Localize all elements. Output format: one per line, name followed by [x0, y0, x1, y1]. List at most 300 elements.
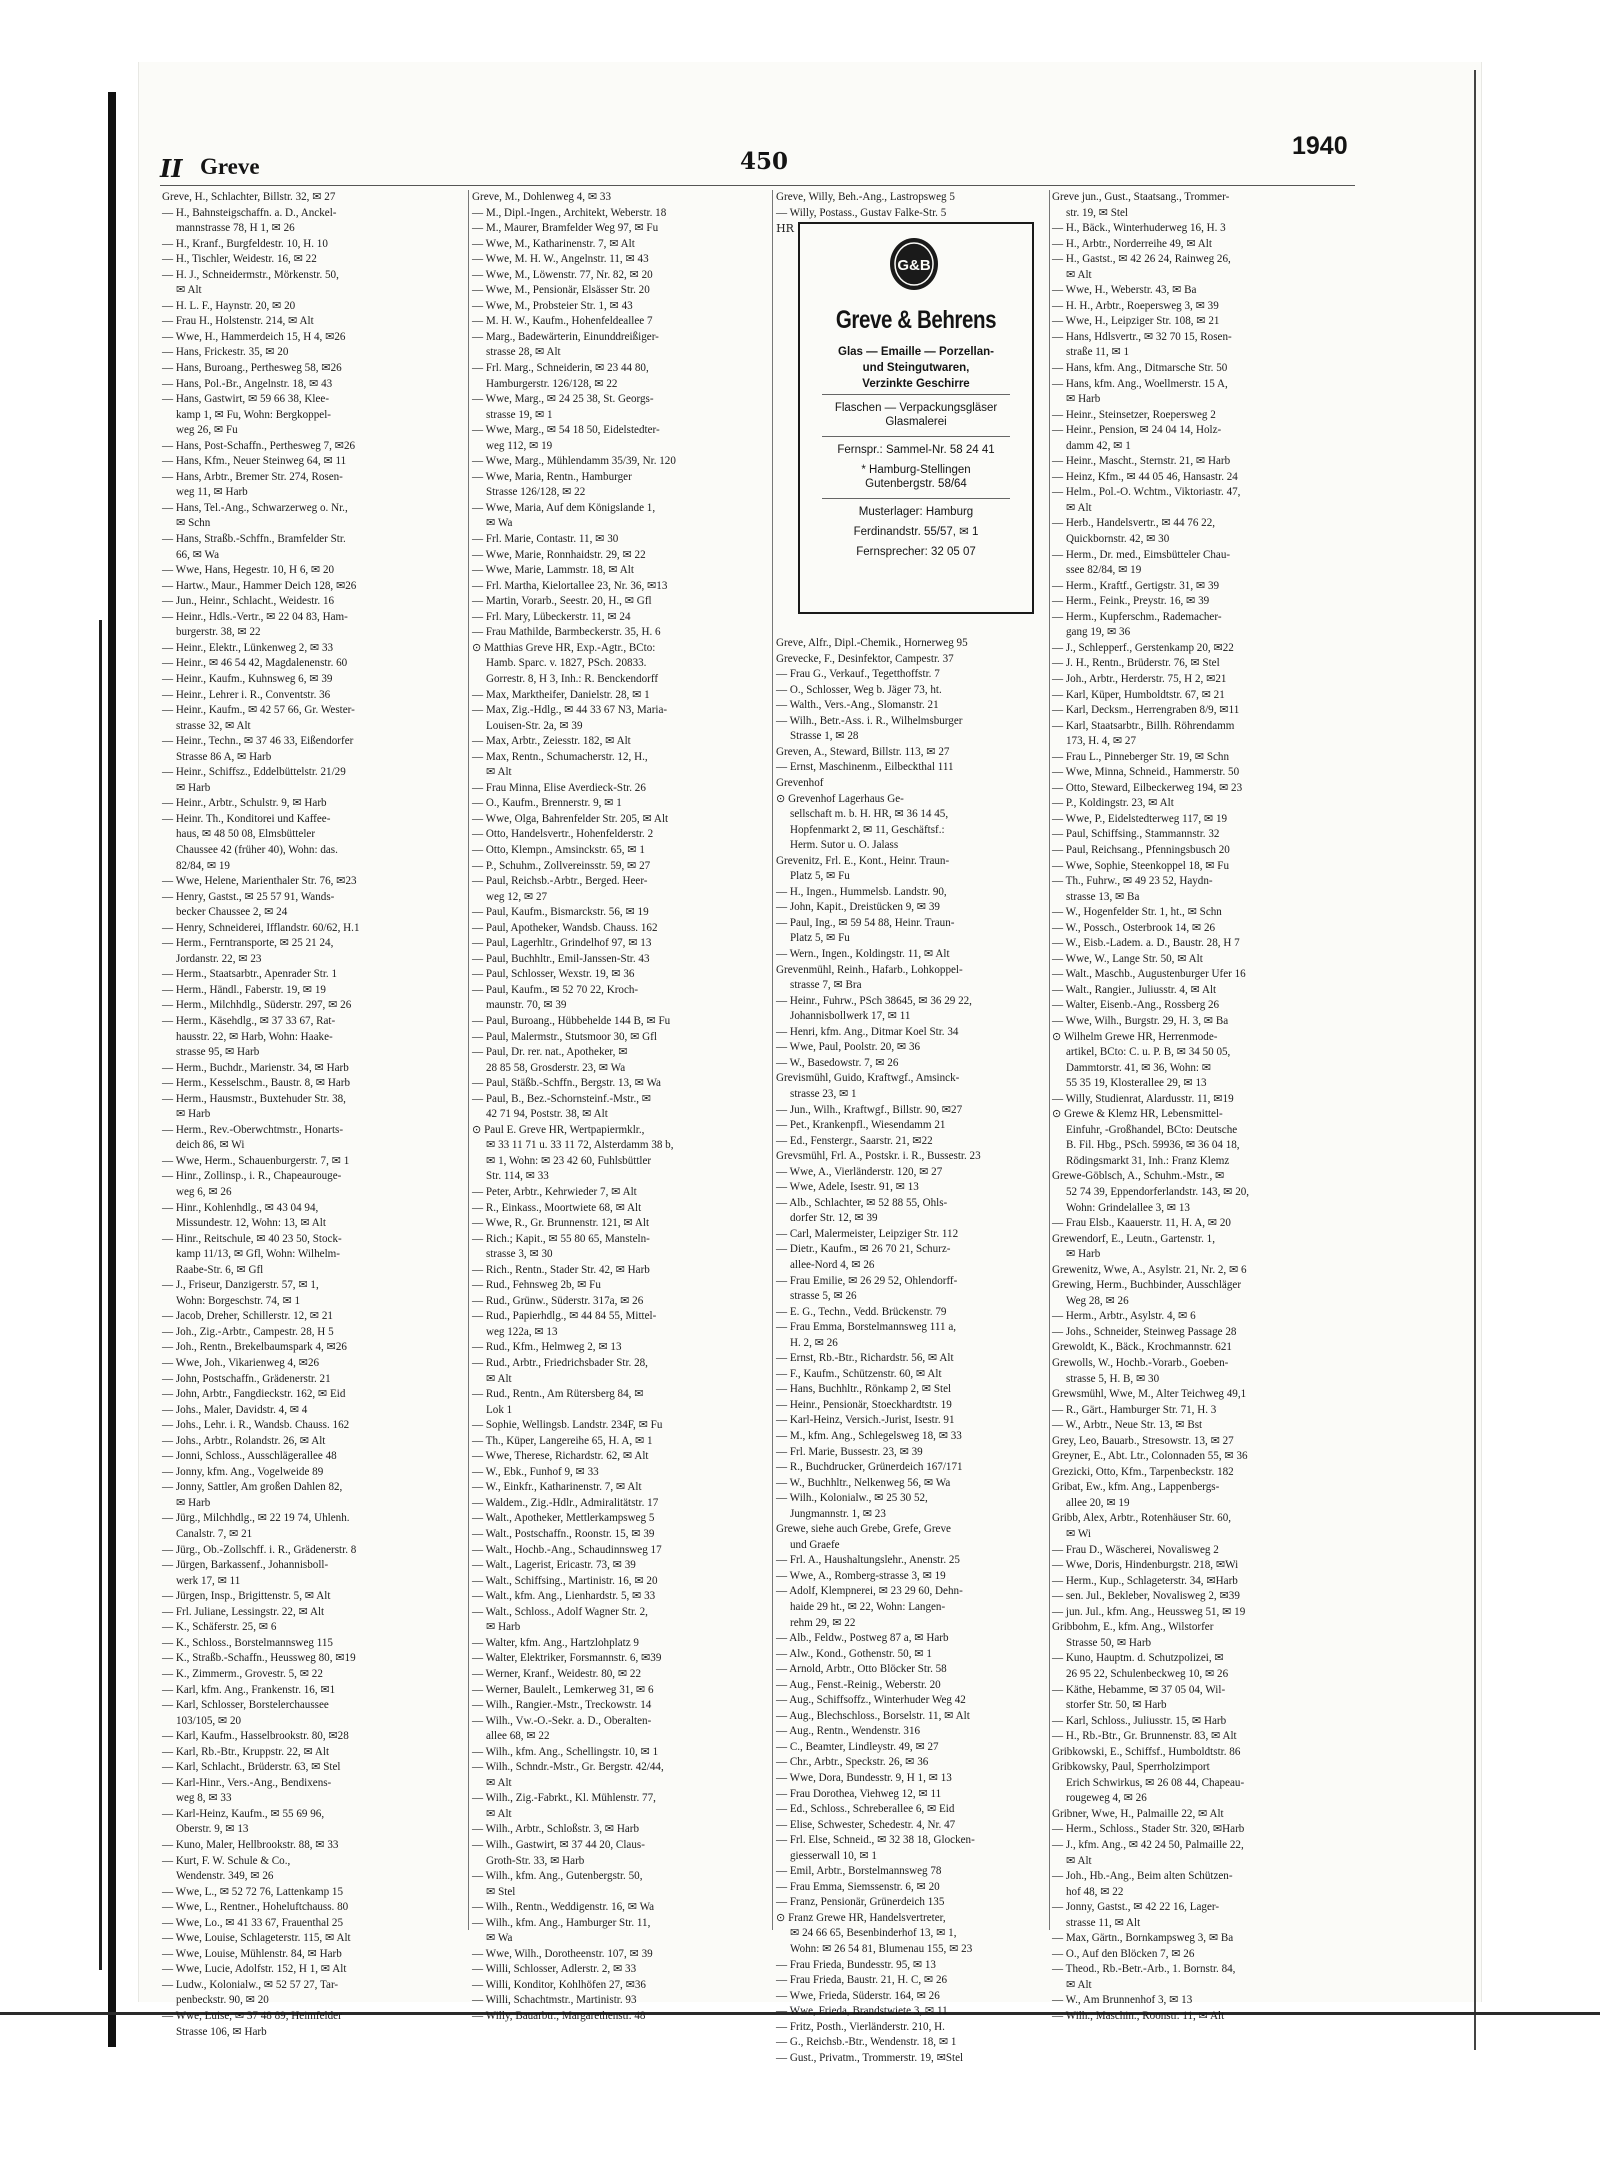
directory-entry-line: — Alw., Kond., Gothenstr. 50, ✉ 1 — [776, 1647, 932, 1660]
directory-entry-line: — Wwe, Marie, Lammstr. 18, ✉ Alt — [472, 564, 634, 577]
directory-entry-line: — Frau G., Verkauf., Tegetthoffstr. 7 — [776, 668, 940, 681]
directory-entry-line: strasse 95, ✉ Harb — [176, 1046, 260, 1059]
directory-entry-line: — Karl, Rb.-Btr., Kruppstr. 22, ✉ Alt — [162, 1745, 330, 1758]
directory-entry-line: — Wwe, R., Gr. Brunnenstr. 121, ✉ Alt — [472, 1217, 650, 1230]
directory-entry-line: — Herm., Milchhdlg., Süderstr. 297, ✉ 26 — [162, 999, 352, 1012]
directory-entry-line: Weg 28, ✉ 26 — [1066, 1294, 1129, 1307]
directory-entry-line: — Willy, Studienrat, Alardusstr. 11, ✉19 — [1052, 1092, 1234, 1105]
directory-entry-line: — Paul, Buroang., Hübbehelde 144 B, ✉ Fu — [472, 1014, 671, 1027]
directory-entry-line: — Pet., Krankenpfl., Wiesendamm 21 — [776, 1119, 946, 1132]
advert-line: Glasmalerei — [885, 416, 947, 428]
directory-entry-line: kamp 1, ✉ Fu, Wohn: Bergkoppel- — [176, 408, 331, 421]
advert-line: * Hamburg-Stellingen — [861, 464, 971, 476]
directory-entry-line: — Ed., Schloss., Schreberallee 6, ✉ Eid — [776, 1803, 955, 1816]
directory-entry-line: — Henry, Schneiderei, Ifflandstr. 60/62, H.1 — [162, 921, 360, 934]
directory-entry-line: — Heinr., ✉ 46 54 42, Magdalenenstr. 60 — [162, 657, 348, 670]
binding-rule-inner — [99, 620, 102, 1970]
directory-entry-line: — Otto, Steward, Eilbeckerweg 194, ✉ 23 — [1052, 781, 1243, 794]
directory-entry-line: — M., kfm. Ang., Schlegelsweg 18, ✉ 33 — [776, 1429, 962, 1442]
directory-entry-line: — Walt., kfm. Ang., Lienhardstr. 5, ✉ 33 — [472, 1590, 656, 1603]
directory-entry-line: — Heinr., Pension, ✉ 24 04 14, Holz- — [1052, 424, 1222, 437]
directory-entry-line: — Johs., Schneider, Steinweg Passage 28 — [1052, 1325, 1237, 1338]
advert-firm-name: Greve & Behrens — [835, 306, 997, 334]
directory-entry-line: — Heinr., Fuhrw., PSch 38645, ✉ 36 29 22, — [776, 994, 972, 1007]
directory-entry-line: — F., Kaufm., Schützenstr. 60, ✉ Alt — [776, 1367, 942, 1380]
directory-entry-line: — J. H., Rentn., Brüderstr. 76, ✉ Stel — [1052, 657, 1220, 670]
directory-entry-line: — Aug., Schiffsoffz., Winterhuder Weg 42 — [776, 1694, 966, 1707]
directory-entry-line: — Willy, Postass., Gustav Falke-Str. 5 — [776, 206, 947, 219]
directory-entry-line: — Wilh., kfm. Ang., Schellingstr. 10, ✉ 1 — [472, 1745, 659, 1758]
binding-rule — [108, 92, 116, 2047]
directory-entry-line: strasse 32, ✉ Alt — [176, 719, 251, 732]
directory-entry-line: 55 35 19, Klosterallee 29, ✉ 13 — [1066, 1077, 1207, 1090]
directory-entry-line: weg 6, ✉ 26 — [176, 1186, 232, 1198]
directory-entry-line: — Heinz, Kfm., ✉ 44 05 46, Hansastr. 24 — [1052, 470, 1238, 483]
directory-entry-line: — Rud., Kfm., Helmweg 2, ✉ 13 — [472, 1341, 622, 1354]
directory-entry-line: — Kurt, F. W. Schule & Co., — [162, 1854, 291, 1867]
directory-entry-line: — Frau Mathilde, Barmbeckerstr. 35, H. 6 — [472, 626, 661, 639]
directory-entry-line: — Frau Emma, Siemssenstr. 6, ✉ 20 — [776, 1880, 940, 1893]
directory-entry-line: — Max, Rentn., Schumacherstr. 12, H., — [472, 750, 648, 763]
directory-entry-line: Hamb. Sparc. v. 1827, PSch. 20833. — [486, 657, 647, 670]
directory-entry-line: — P., Koldingstr. 23, ✉ Alt — [1052, 797, 1174, 810]
directory-entry-line: Strasse 86 A, ✉ Harb — [176, 750, 272, 763]
directory-entry-line: — Th., Küper, Langereihe 65, H. A, ✉ 1 — [472, 1434, 653, 1447]
directory-entry-line: — Wwe, Wilh., Dorotheenstr. 107, ✉ 39 — [472, 1947, 653, 1960]
directory-entry-line: strasse 3, ✉ 30 — [486, 1248, 553, 1261]
directory-entry-line: — Willi, Schlosser, Adlerstr. 2, ✉ 33 — [472, 1963, 637, 1976]
directory-entry-line: — Hartw., Maur., Hammer Deich 128, ✉26 — [162, 579, 357, 592]
directory-entry-line: — Jonni, Schloss., Ausschlägerallee 48 — [162, 1450, 337, 1463]
directory-entry-line: — Walt., Postschaffn., Roonstr. 15, ✉ 39 — [472, 1528, 655, 1541]
directory-entry-line: Grewenitz, Wwe, A., Asylstr. 21, Nr. 2, ✉ 6 — [1052, 1263, 1247, 1276]
directory-entry-line: — Walter, kfm. Ang., Hartzlohplatz 9 — [472, 1636, 639, 1649]
directory-entry-line: — Walt., Schloss., Adolf Wagner Str. 2, — [472, 1605, 648, 1618]
directory-entry-line: — Wwe, L., Rentner., Hoheluftchauss. 80 — [162, 1901, 349, 1914]
directory-entry-line: allee 68, ✉ 22 — [486, 1730, 550, 1743]
directory-entry-line: strasse 28, ✉ Alt — [486, 346, 561, 359]
directory-entry-line: becker Chaussee 2, ✉ 24 — [176, 906, 288, 919]
directory-entry-line: — Wwe, Paul, Poolstr. 20, ✉ 36 — [776, 1041, 921, 1054]
directory-entry-line: Hopfenmarkt 2, ✉ 11, Geschäftsf.: — [790, 823, 945, 836]
directory-entry-line: 103/105, ✉ 20 — [176, 1714, 242, 1727]
directory-entry-line: Raabe-Str. 6, ✉ Gfl — [176, 1263, 264, 1276]
directory-entry-line: — Wwe, Frieda, Süderstr. 164, ✉ 26 — [776, 1989, 940, 2002]
directory-entry-line: — H., Tischler, Weidestr. 16, ✉ 22 — [162, 253, 317, 266]
directory-entry-line: — Johs., Lehr. i. R., Wandsb. Chauss. 162 — [162, 1419, 350, 1432]
directory-entry-line: Grevsmühl, Frl. A., Postskr. i. R., Bussestr. 23 — [776, 1150, 981, 1163]
directory-entry-line: — Karl, Kaufm., Hasselbrookstr. 80, ✉28 — [162, 1730, 349, 1743]
directory-entry-line: 28 85 58, Grosderstr. 23, ✉ Wa — [486, 1061, 626, 1074]
directory-entry-line: — Frau Frieda, Bundesstr. 95, ✉ 13 — [776, 1958, 936, 1971]
directory-entry-line: — Jun., Heinr., Schlacht., Weidestr. 16 — [162, 595, 335, 608]
directory-entry-line: — Henri, kfm. Ang., Ditmar Koel Str. 34 — [776, 1025, 959, 1038]
directory-entry-line: — K., Schloss., Borstelmannsweg 115 — [162, 1636, 333, 1649]
directory-entry-line: ✉ Alt — [1066, 501, 1092, 514]
directory-entry-line: Dammtorstr. 41, ✉ 36, Wohn: ✉ — [1066, 1061, 1212, 1074]
directory-entry-line: — Emil, Arbtr., Borstelmannsweg 78 — [776, 1865, 942, 1878]
directory-entry-line: weg 8, ✉ 33 — [176, 1792, 232, 1805]
directory-entry-line: ✉ Harb — [176, 1496, 211, 1509]
directory-entry-line: Wohn: Borgeschstr. 74, ✉ 1 — [176, 1294, 301, 1307]
directory-entry-line: — sen. Jul., Bekleber, Novalisweg 2, ✉39 — [1052, 1590, 1240, 1603]
directory-column-1 — [162, 190, 464, 2038]
directory-entry-line: — Wwe, Louise, Schlageterstr. 115, ✉ Alt — [162, 1932, 351, 1945]
directory-entry-line: Wohn: Grindelallee 3, ✉ 13 — [1066, 1201, 1190, 1214]
directory-entry-line: haide 29 ht., ✉ 22, Wohn: Langen- — [790, 1601, 946, 1613]
directory-entry-line: — Karl, Schloss., Juliusstr. 15, ✉ Harb — [1052, 1714, 1227, 1727]
directory-entry-line: — Herm., Dr. med., Eimsbütteler Chau- — [1052, 548, 1231, 561]
directory-entry-line: — Alb., Feldw., Postweg 87 a, ✉ Harb — [776, 1632, 949, 1645]
directory-entry-line: — Hans, Straßb.-Schffn., Bramfelder Str. — [162, 533, 346, 546]
directory-entry-line: — Dietr., Kaufm., ✉ 26 70 21, Schurz- — [776, 1243, 951, 1256]
directory-entry-line: — Frl. Martha, Kielortallee 23, Nr. 36, ✉13 — [472, 579, 668, 592]
directory-entry-line: ✉ Wa — [486, 517, 513, 530]
directory-entry-line: — Wwe, Louise, Mühlenstr. 84, ✉ Harb — [162, 1947, 342, 1960]
directory-entry-line: — Max, Gärtn., Bornkampsweg 3, ✉ Ba — [1052, 1932, 1234, 1945]
directory-entry-line: — Karl, Schlacht., Brüderstr. 63, ✉ Stel — [162, 1761, 341, 1774]
directory-entry-line: — Carl, Malermeister, Leipziger Str. 112 — [776, 1227, 959, 1240]
directory-entry-line: — Paul, Kaufm., Bismarckstr. 56, ✉ 19 — [472, 906, 649, 919]
directory-entry-line: — Wwe, M., Probsteier Str. 1, ✉ 43 — [472, 299, 633, 312]
directory-entry-line: deich 86, ✉ Wi — [176, 1139, 245, 1152]
directory-entry-line: — Paul, Malermstr., Stutsmoor 30, ✉ Gfl — [472, 1030, 657, 1043]
directory-entry-line: Wohn: ✉ 26 54 81, Blumenau 155, ✉ 23 — [790, 1943, 973, 1956]
directory-entry-line: — Rud., Fehnsweg 2b, ✉ Fu — [472, 1279, 601, 1292]
directory-entry-line: — Kuno, Maler, Hellbrookstr. 88, ✉ 33 — [162, 1838, 339, 1851]
directory-entry-line: — Johs., Arbtr., Rolandstr. 26, ✉ Alt — [162, 1434, 326, 1447]
directory-entry-line: — Hans, Pol.-Br., Angelnstr. 18, ✉ 43 — [162, 377, 333, 390]
directory-entry-line: ✉ Alt — [486, 1372, 512, 1385]
directory-entry-line: Canalstr. 7, ✉ 21 — [176, 1528, 253, 1541]
logo-letters: G&B — [897, 257, 931, 274]
directory-entry-line: — Werner, Kranf., Weidestr. 80, ✉ 22 — [472, 1667, 642, 1680]
directory-entry-line: Greve, M., Dohlenweg 4, ✉ 33 — [472, 191, 612, 203]
directory-entry-line: Oberstr. 9, ✉ 13 — [176, 1823, 249, 1836]
directory-entry-line: Grewe-Göblsch, A., Schuhm.-Mstr., ✉ — [1052, 1170, 1225, 1183]
directory-entry-line: ⊙ Wilhelm Grewe HR, Herrenmode- — [1052, 1030, 1218, 1043]
directory-entry-line: 66, ✉ Wa — [176, 548, 220, 561]
directory-entry-line: — Aug., Rentn., Wendenstr. 316 — [776, 1725, 921, 1738]
directory-entry-line: — W., Buchhltr., Nelkenweg 56, ✉ Wa — [776, 1476, 951, 1489]
directory-entry-line: ✉ Alt — [1066, 1978, 1092, 1991]
directory-entry-line: strasse 5, ✉ 26 — [790, 1290, 857, 1303]
directory-entry-line: — Wwe, Hans, Hegestr. 10, H 6, ✉ 20 — [162, 564, 335, 577]
directory-entry-line: — H. L. F., Haynstr. 20, ✉ 20 — [162, 299, 296, 312]
directory-entry-line: strasse 11, ✉ Alt — [1066, 1916, 1141, 1929]
directory-entry-line: — Frau Dorothea, Viehweg 12, ✉ 11 — [776, 1787, 942, 1800]
directory-entry-line: Greve, H., Schlachter, Billstr. 32, ✉ 27 — [162, 191, 336, 203]
directory-entry-line: — Walth., Vers.-Ang., Slomanstr. 21 — [776, 699, 939, 712]
directory-entry-line: 42 71 94, Poststr. 38, ✉ Alt — [486, 1108, 608, 1121]
directory-entry-line: — Wwe, Joh., Vikarienweg 4, ✉26 — [162, 1357, 320, 1370]
directory-entry-line: ✉ Stel — [486, 1885, 516, 1898]
directory-entry-line: 173, H. 4, ✉ 27 — [1066, 735, 1137, 748]
directory-entry-line: — Herm., Ferntransporte, ✉ 25 21 24, — [162, 937, 334, 950]
directory-entry-line: Chaussee 42 (früher 40), Wohn: das. — [176, 843, 338, 856]
directory-entry-line: — Herm., Kesselschm., Baustr. 8, ✉ Harb — [162, 1077, 350, 1090]
directory-entry-line: — Joh., Arbtr., Herderstr. 75, H 2, ✉21 — [1052, 672, 1227, 685]
gb-logo-icon — [888, 236, 940, 292]
directory-entry-line: — M. H. W., Kaufm., Hohenfeldeallee 7 — [472, 315, 653, 328]
directory-entry-line: — Heinr., Techn., ✉ 37 46 33, Eißendorfer — [162, 735, 354, 748]
directory-entry-line: — Herm., Buchdr., Marienstr. 34, ✉ Harb — [162, 1061, 349, 1074]
directory-entry-line: — Heinr., Kaufm., Kuhnsweg 6, ✉ 39 — [162, 672, 333, 685]
directory-entry-line: — Wwe, Maria, Auf dem Königslande 1, — [472, 501, 656, 514]
directory-entry-line: — P., Schuhm., Zollvereinsstr. 59, ✉ 27 — [472, 859, 651, 872]
directory-entry-line: Grezicki, Otto, Kfm., Tarpenbeckstr. 182 — [1052, 1465, 1234, 1478]
directory-column-4 — [1052, 190, 1357, 2022]
directory-entry-line: — Karl-Heinz, Versich.-Jurist, Isestr. 91 — [776, 1414, 955, 1427]
directory-entry-line: — Herm., Feink., Preystr. 16, ✉ 39 — [1052, 595, 1210, 608]
directory-entry-line: — Herm., Händl., Faberstr. 19, ✉ 19 — [162, 983, 326, 996]
directory-entry-line: ✉ Wi — [1066, 1528, 1091, 1541]
directory-entry-line: mannstrasse 78, H 1, ✉ 26 — [176, 222, 295, 235]
directory-entry-line: — Heinr., Mascht., Sternstr. 21, ✉ Harb — [1052, 455, 1231, 468]
directory-entry-line: strasse 13, ✉ Ba — [1066, 890, 1140, 903]
directory-entry-line: — Arnold, Arbtr., Otto Blöcker Str. 58 — [776, 1663, 947, 1676]
directory-entry-line: — W., Eisb.-Ladem. a. D., Baustr. 28, H 7 — [1052, 937, 1240, 950]
directory-entry-line: — Wwe, M. H. W., Angelnstr. 11, ✉ 43 — [472, 253, 649, 266]
directory-entry-line: Grewsmühl, Wwe, M., Alter Teichweg 49,1 — [1052, 1388, 1247, 1401]
directory-entry-line: — Max, Arbtr., Zeiesstr. 182, ✉ Alt — [472, 735, 631, 748]
directory-entry-line: ⊙ Grewe & Klemz HR, Lebensmittel- — [1052, 1108, 1223, 1121]
directory-entry-line: Platz 5, ✉ Fu — [790, 932, 850, 945]
directory-entry-line: — Otto, Klempn., Amsinckstr. 65, ✉ 1 — [472, 843, 645, 856]
directory-entry-line: rougeweg 4, ✉ 26 — [1066, 1792, 1147, 1805]
directory-entry-line: — Herm., Schloss., Stader Str. 320, ✉Harb — [1052, 1823, 1245, 1836]
directory-entry-line: — R., Gärt., Hamburger Str. 71, H. 3 — [1052, 1403, 1217, 1416]
directory-entry-line: — Karl-Heinz, Kaufm., ✉ 55 69 96, — [162, 1807, 325, 1820]
directory-entry-line: — Wilh., Schndr.-Mstr., Gr. Bergstr. 42/44, — [472, 1761, 664, 1774]
directory-entry-line: — John, Arbtr., Fangdieckstr. 162, ✉ Eid — [162, 1388, 346, 1401]
directory-entry-line: — Hans, Kfm., Neuer Steinweg 64, ✉ 11 — [162, 455, 347, 468]
directory-entry-line: — Paul, Reichsb.-Arbtr., Berged. Heer- — [472, 875, 648, 888]
directory-entry-line: str. 19, ✉ Stel — [1066, 206, 1128, 219]
directory-entry-line: Grewendorf, E., Leutn., Gartenstr. 1, — [1052, 1232, 1215, 1245]
directory-entry-line: — Alb., Schlachter, ✉ 52 88 55, Ohls- — [776, 1196, 948, 1209]
advert-line: Musterlager: Hamburg — [858, 506, 974, 518]
directory-entry-line: — Heinr., Arbtr., Schulstr. 9, ✉ Harb — [162, 797, 327, 810]
directory-entry-line: Strasse 1, ✉ 28 — [790, 730, 859, 743]
page-header — [160, 132, 1360, 188]
directory-entry-line: — Ludw., Kolonialw., ✉ 52 57 27, Tar- — [162, 1978, 339, 1991]
directory-entry-line: ✉ Harb — [176, 781, 211, 794]
directory-entry-line: — Ernst, Rb.-Btr., Richardstr. 56, ✉ Alt — [776, 1352, 954, 1365]
directory-entry-line: ⊙ Paul E. Greve HR, Wertpapiermklr., — [472, 1123, 645, 1136]
directory-entry-line: Grevismühl, Guido, Kraftwgf., Amsinck- — [776, 1072, 960, 1085]
directory-entry-line: — Jürgen, Insp., Brigittenstr. 5, ✉ Alt — [162, 1590, 331, 1603]
directory-entry-line: — Wwe, Marie, Ronnhaidstr. 29, ✉ 22 — [472, 548, 646, 561]
directory-entry-line: — Aug., Fenst.-Reinig., Weberstr. 20 — [776, 1678, 941, 1691]
directory-entry-line: — Wilh., Betr.-Ass. i. R., Wilhelmsburger — [776, 714, 963, 727]
directory-entry-line: storfer Str. 50, ✉ Harb — [1066, 1699, 1167, 1712]
advert-rule — [822, 394, 1010, 395]
directory-entry-line: ✉ Alt — [1066, 268, 1092, 281]
directory-entry-line: rehm 29, ✉ 22 — [790, 1616, 856, 1629]
directory-entry-line: — Wwe, A., Vierländerstr. 120, ✉ 27 — [776, 1165, 943, 1178]
page-number: 450 — [740, 148, 789, 175]
advert-line: Fernspr.: Sammel-Nr. 58 24 41 — [837, 444, 995, 456]
directory-entry-line: — K., Straßb.-Schaffn., Heussweg 80, ✉19 — [162, 1652, 356, 1665]
directory-entry-line: — Frl. Else, Schneid., ✉ 32 38 18, Glocken- — [776, 1834, 975, 1847]
advert-line: Glas — Emaille — Porzellan- — [838, 346, 994, 358]
directory-entry-line: — Karl, Staatsarbtr., Billh. Röhrendamm — [1052, 719, 1235, 732]
directory-entry-line: — Heinr., Elektr., Lünkenweg 2, ✉ 33 — [162, 641, 334, 654]
directory-entry-line: ✉ Harb — [1066, 393, 1101, 406]
directory-entry-line: — Hans, Hdlsvertr., ✉ 32 70 15, Rosen- — [1052, 330, 1232, 343]
advert-line: und Steingutwaren, — [862, 362, 970, 374]
directory-entry-line: — Otto, Handelsvertr., Hohenfelderstr. 2 — [472, 828, 654, 841]
directory-entry-line: werk 17, ✉ 11 — [176, 1574, 241, 1587]
film-edge — [0, 0, 1600, 60]
directory-entry-line: ✉ Wa — [486, 1932, 513, 1945]
directory-entry-line: — Wwe, Maria, Rentn., Hamburger — [472, 470, 632, 483]
directory-entry-line: — Wwe, Wilh., Burgstr. 29, H. 3, ✉ Ba — [1052, 1014, 1229, 1027]
directory-entry-line: Einfuhr, -Großhandel, BCto: Deutsche — [1066, 1123, 1238, 1136]
directory-entry-line: — H., Kranf., Burgfeldestr. 10, H. 10 — [162, 237, 328, 250]
directory-entry-line: — Wilh., Vw.-O.-Sekr. a. D., Oberalten- — [472, 1714, 652, 1727]
directory-entry-line: — Ernst, Maschinenm., Eilbeckthal 111 — [776, 761, 954, 774]
directory-entry-line: Missundestr. 12, Wohn: 13, ✉ Alt — [176, 1217, 326, 1230]
directory-entry-line: — Karl, Decksm., Herrengraben 8/9, ✉11 — [1052, 704, 1240, 717]
margin-hr-mark: HR — [776, 222, 794, 235]
directory-entry-line: — Wwe, Herm., Schauenburgerstr. 7, ✉ 1 — [162, 1154, 350, 1167]
directory-entry-line: — Wwe, H., Hammerdeich 15, H 4, ✉26 — [162, 330, 346, 343]
directory-entry-line: Greve, Willy, Beh.-Ang., Lastropsweg 5 — [776, 191, 955, 203]
directory-entry-line: haus, ✉ 48 50 08, Elmsbütteler — [176, 828, 316, 841]
directory-entry-line: — W., Arbtr., Neue Str. 13, ✉ Bst — [1052, 1419, 1203, 1432]
header-rule — [160, 185, 1355, 186]
directory-entry-line: weg 122a, ✉ 13 — [486, 1325, 558, 1338]
advert-rule — [822, 436, 1010, 437]
directory-entry-line: — Rud., Arbtr., Friedrichsbader Str. 28, — [472, 1357, 648, 1370]
directory-entry-line: Jungmannstr. 1, ✉ 23 — [790, 1507, 886, 1520]
directory-entry-line: B. Fil. Hbg., PSch. 59936, ✉ 36 04 18, — [1066, 1139, 1240, 1152]
directory-entry-line: — J., kfm. Ang., ✉ 42 24 50, Palmaille 22, — [1052, 1838, 1244, 1851]
advertisement-greve-behrens — [798, 222, 1034, 614]
directory-entry-line: Hamburgerstr. 126/128, ✉ 22 — [486, 377, 618, 390]
directory-entry-line: — Wilh., kfm. Ang., Hamburger Str. 11, — [472, 1916, 651, 1929]
directory-entry-line: — Hans, Buroang., Perthesweg 58, ✉26 — [162, 362, 342, 375]
directory-entry-line: — Wwe, Therese, Richardstr. 62, ✉ Alt — [472, 1450, 649, 1463]
directory-entry-line: und Graefe — [790, 1538, 840, 1551]
directory-entry-line: — Jürg., Ob.-Zollschff. i. R., Grädenerstr. 8 — [162, 1543, 357, 1556]
directory-entry-line: — Willi, Schachtmstr., Martinistr. 93 — [472, 1994, 637, 2007]
directory-entry-line: — Paul, Schiffsing., Stammannstr. 32 — [1052, 828, 1220, 841]
directory-entry-line: ✉ Alt — [486, 766, 512, 779]
directory-entry-line: — Waldem., Zig.-Hdlr., Admiralitätstr. 17 — [472, 1496, 659, 1509]
directory-entry-line: — Heinr., Schiffsz., Eddelbüttelstr. 21/29 — [162, 766, 346, 779]
directory-entry-line: ✉ Alt — [486, 1807, 512, 1820]
directory-entry-line: — Paul, Kaufm., ✉ 52 70 22, Kroch- — [472, 983, 639, 996]
directory-entry-line: — Wilh., kfm. Ang., Gutenbergstr. 50, — [472, 1870, 643, 1883]
running-head-surname: Greve — [200, 154, 260, 179]
directory-entry-line: — Wilh., Maschin., Roonstr. 11, ✉ Alt — [1052, 2009, 1225, 2022]
directory-entry-line: — Herb., Handelsvertr., ✉ 44 76 22, — [1052, 517, 1216, 530]
directory-entry-line: — Frl. A., Haushaltungslehr., Anenstr. 25 — [776, 1554, 960, 1567]
directory-entry-line: — Wwe, H., Weberstr. 43, ✉ Ba — [1052, 284, 1197, 297]
directory-entry-line: ✉ Harb — [486, 1621, 521, 1634]
directory-entry-line: — M., Dipl.-Ingen., Architekt, Weberstr. 18 — [472, 206, 667, 219]
directory-entry-line: — Aug., Blechschloss., Borselstr. 11, ✉ Alt — [776, 1709, 970, 1722]
directory-entry-line: — Frau Minna, Elise Averdieck-Str. 26 — [472, 781, 646, 794]
directory-entry-line: — H., Arbtr., Norderreihe 49, ✉ Alt — [1052, 237, 1212, 250]
directory-entry-line: — Rich., Rentn., Stader Str. 42, ✉ Harb — [472, 1263, 650, 1276]
directory-entry-line: Groth-Str. 33, ✉ Harb — [486, 1854, 585, 1867]
directory-entry-line: ✉ Alt — [1066, 1854, 1092, 1867]
directory-entry-line: Lok 1 — [486, 1403, 513, 1416]
directory-entry-line: — Willi, Konditor, Kohlhöfen 27, ✉36 — [472, 1978, 646, 1991]
directory-entry-line: — Wilh., Gastwirt, ✉ 37 44 20, Claus- — [472, 1838, 645, 1851]
directory-entry-line: — Herm., Hausmstr., Buxtehuder Str. 38, — [162, 1092, 346, 1105]
directory-entry-line: — Heinr., Kaufm., ✉ 42 57 66, Gr. Wester- — [162, 704, 355, 717]
directory-entry-line: — W., Hogenfelder Str. 1, ht., ✉ Schn — [1052, 906, 1222, 919]
directory-entry-line: — Hans, Tel.-Ang., Schwarzerweg o. Nr., — [162, 501, 348, 514]
directory-entry-line: — Wwe, M., Löwenstr. 77, Nr. 82, ✉ 20 — [472, 268, 653, 281]
directory-entry-line: 26 95 22, Schulenbeckweg 10, ✉ 26 — [1066, 1667, 1229, 1680]
directory-entry-line: — K., Schäferstr. 25, ✉ 6 — [162, 1621, 277, 1634]
directory-entry-line: — H., Rb.-Btr., Gr. Brunnenstr. 83, ✉ Alt — [1052, 1730, 1237, 1743]
directory-entry-line: strasse 19, ✉ 1 — [486, 408, 553, 421]
advert-line: Ferdinandstr. 55/57, ✉ 1 — [853, 526, 979, 538]
directory-entry-line: ✉ Alt — [486, 1776, 512, 1789]
directory-entry-line: — Heinr., Lehrer i. R., Conventstr. 36 — [162, 688, 331, 701]
directory-entry-line: — J., Schlepperf., Gerstenkamp 20, ✉22 — [1052, 641, 1234, 654]
directory-entry-line: — Joh., Zig.-Arbtr., Campestr. 28, H 5 — [162, 1325, 334, 1338]
directory-entry-line: — O., Schlosser, Weg b. Jäger 73, ht. — [776, 683, 942, 696]
directory-entry-line: Gorrestr. 8, H 3, Inh.: R. Benckendorff — [486, 672, 659, 685]
directory-entry-line: Erich Schwirkus, ✉ 26 08 44, Chapeau- — [1066, 1776, 1245, 1789]
directory-entry-line: — Wwe, A., Romberg-strasse 3, ✉ 19 — [776, 1569, 946, 1582]
directory-entry-line: ✉ 33 11 71 u. 33 11 72, Alsterdamm 38 b, — [486, 1139, 674, 1152]
directory-entry-line: — jun. Jul., kfm. Ang., Heussweg 51, ✉ 19 — [1052, 1605, 1246, 1618]
directory-entry-line: — Willy, Bauarbtr., Margarethenstr. 48 — [472, 2009, 646, 2022]
directory-entry-line: H. 2, ✉ 26 — [790, 1336, 838, 1349]
directory-entry-line: — W., Ebk., Funhof 9, ✉ 33 — [472, 1465, 599, 1478]
directory-entry-line: — Paul, B., Bez.-Schornsteinf.-Mstr., ✉ — [472, 1092, 652, 1105]
directory-entry-line: — Heinr., Pensionär, Stoeckhardtstr. 19 — [776, 1398, 952, 1411]
directory-entry-line: Gribner, Wwe, H., Palmaille 22, ✉ Alt — [1052, 1807, 1224, 1820]
directory-entry-line: ⊙ Grevenhof Lagerhaus Ge- — [776, 792, 904, 805]
directory-entry-line: Gribb, Alex, Arbtr., Rotenhäuser Str. 60, — [1052, 1512, 1232, 1525]
advert-line: Gutenbergstr. 58/64 — [865, 478, 967, 490]
directory-entry-line: — Jacob, Dreher, Schillerstr. 12, ✉ 21 — [162, 1310, 333, 1323]
directory-entry-line: artikel, BCto: C. u. P. B, ✉ 34 50 05, — [1066, 1046, 1231, 1059]
directory-entry-line: — Jonny, Sattler, Am großen Dahlen 82, — [162, 1481, 343, 1494]
directory-entry-line: — Paul, Lagerhltr., Grindelhof 97, ✉ 13 — [472, 937, 652, 950]
directory-entry-line: — Jun., Wilh., Kraftwgf., Billstr. 90, ✉27 — [776, 1103, 963, 1116]
directory-entry-line: hof 48, ✉ 22 — [1066, 1885, 1124, 1898]
directory-entry-line: — Wwe, L., ✉ 52 72 76, Lattenkamp 15 — [162, 1885, 344, 1898]
directory-entry-line: — Paul, Buchhltr., Emil-Janssen-Str. 43 — [472, 952, 650, 965]
directory-entry-line: — H. J., Schneidermstr., Mörkenstr. 50, — [162, 268, 339, 281]
directory-entry-line: — Hans, Arbtr., Bremer Str. 274, Rosen- — [162, 470, 343, 483]
directory-entry-line: — E. G., Techn., Vedd. Brückenstr. 79 — [776, 1305, 947, 1318]
directory-year: 1940 — [1292, 132, 1348, 160]
directory-entry-line: — Wwe, Doris, Hindenburgstr. 218, ✉Wi — [1052, 1559, 1239, 1572]
directory-entry-line: ✉ 24 66 65, Besenbinderhof 13, ✉ 1, — [790, 1927, 957, 1940]
directory-entry-line: Grewe, siehe auch Grebe, Grefe, Greve — [776, 1523, 951, 1536]
directory-entry-line: Louisen-Str. 2a, ✉ 39 — [486, 719, 583, 732]
directory-entry-line: strasse 7, ✉ Bra — [790, 979, 862, 992]
directory-entry-line: — Herm., Arbtr., Asylstr. 4, ✉ 6 — [1052, 1310, 1196, 1323]
directory-entry-line: burgerstr. 38, ✉ 22 — [176, 626, 261, 639]
directory-entry-line: — Gust., Privatm., Trommerstr. 19, ✉Stel — [776, 2051, 964, 2064]
directory-entry-line: Grevecke, F., Desinfektor, Campestr. 37 — [776, 652, 954, 665]
directory-entry-line: — Wwe, Frieda, Brandstwiete 3, ✉ 11 — [776, 2005, 948, 2018]
directory-entry-line: allee-Nord 4, ✉ 26 — [790, 1258, 875, 1271]
